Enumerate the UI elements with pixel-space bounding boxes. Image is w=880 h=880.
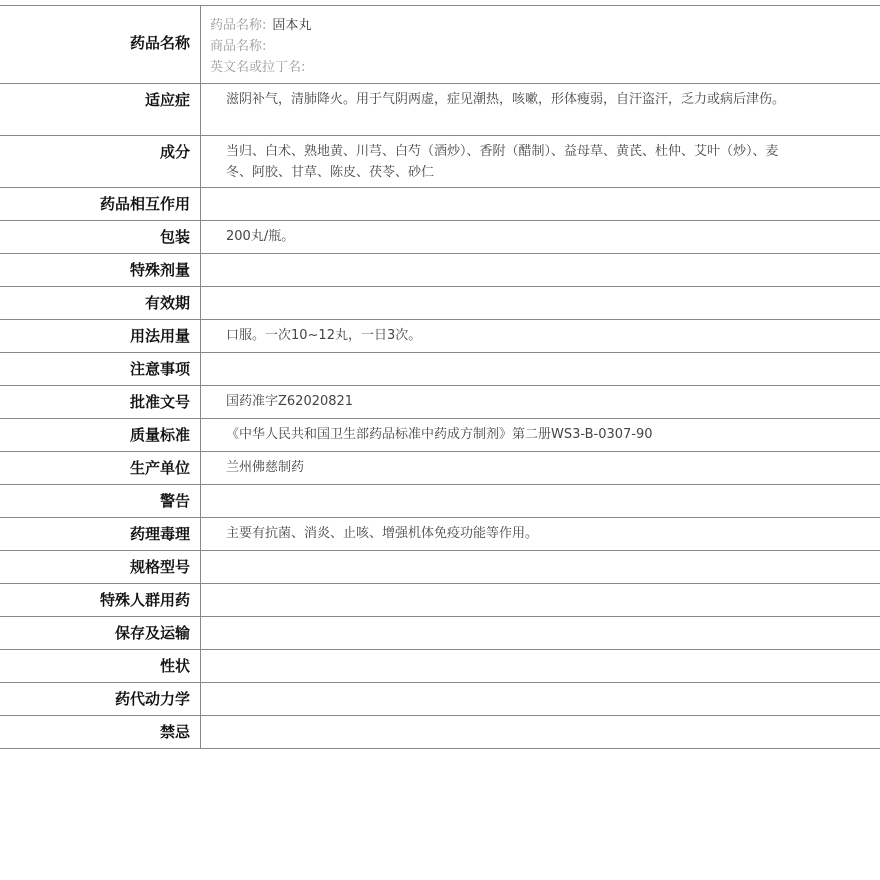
table-row-drug-name — [0, 6, 880, 84]
table-row-packaging — [0, 221, 880, 254]
row-value — [201, 617, 880, 626]
row-value-cell — [201, 6, 880, 84]
table-row-dosage — [0, 320, 880, 353]
row-value: 国药准字Z62020821 — [226, 394, 354, 409]
row-label: 药品相互作用 — [99, 195, 190, 213]
table-row-special-populations — [0, 584, 880, 617]
trade-name-key: 商品名称: — [210, 39, 267, 54]
row-label: 药代动力学 — [114, 690, 190, 708]
row-value — [201, 584, 880, 593]
row-label: 生产单位 — [129, 459, 190, 477]
row-label: 药品名称 — [129, 34, 190, 52]
generic-name-value: 固本丸 — [272, 18, 312, 33]
row-label-cell — [0, 6, 201, 84]
table-row-storage — [0, 617, 880, 650]
table-row-specification — [0, 551, 880, 584]
drug-info-table — [0, 5, 880, 749]
table-row-pharmacology — [0, 518, 880, 551]
row-label: 质量标准 — [129, 426, 190, 444]
table-row-indications — [0, 84, 880, 136]
table-row-validity — [0, 287, 880, 320]
table-row-manufacturer — [0, 452, 880, 485]
row-label: 特殊剂量 — [129, 261, 190, 279]
row-label: 规格型号 — [129, 558, 190, 576]
row-value: 滋阴补气，清肺降火。用于气阴两虚，症见潮热，咳嗽，形体瘦弱，自汗盗汗，乏力或病后津伤。 — [226, 92, 786, 107]
table-row-description — [0, 650, 880, 683]
row-value — [201, 650, 880, 659]
table-row-approval-number — [0, 386, 880, 419]
trade-name-line — [210, 36, 860, 57]
row-value — [201, 287, 880, 296]
row-label: 包装 — [159, 228, 190, 246]
table-row-special-dosage — [0, 254, 880, 287]
row-label: 成分 — [159, 143, 190, 161]
row-value — [201, 716, 880, 725]
row-label: 适应症 — [144, 91, 190, 109]
row-value: 主要有抗菌、消炎、止咳、增强机体免疫功能等作用。 — [226, 526, 539, 541]
row-label: 警告 — [159, 492, 190, 510]
row-value — [201, 551, 880, 560]
row-value — [201, 683, 880, 692]
row-label: 有效期 — [144, 294, 190, 312]
row-label: 注意事项 — [129, 360, 190, 378]
table-row-warning — [0, 485, 880, 518]
row-label: 保存及运输 — [114, 624, 190, 642]
table-row-precautions — [0, 353, 880, 386]
row-label: 批准文号 — [129, 393, 190, 411]
row-value — [201, 188, 880, 197]
english-name-line — [210, 57, 860, 78]
generic-name-key: 药品名称: — [210, 18, 267, 33]
row-label: 用法用量 — [129, 327, 190, 345]
row-value: 当归、白术、熟地黄、川芎、白芍（酒炒）、香附（醋制）、益母草、黄芪、杜仲、艾叶（炒）、麦冬、阿胶、甘草、陈皮、茯苓、砂仁 — [226, 144, 779, 180]
row-label: 性状 — [159, 657, 190, 675]
row-label: 禁忌 — [159, 723, 190, 741]
row-value: 口服。一次10~12丸，一日3次。 — [226, 328, 422, 343]
row-value — [201, 353, 880, 362]
table-row-ingredients — [0, 136, 880, 188]
english-name-key: 英文名或拉丁名: — [210, 60, 306, 75]
generic-name-line — [210, 15, 860, 36]
row-label: 药理毒理 — [129, 525, 190, 543]
row-value — [201, 254, 880, 263]
table-row-interactions — [0, 188, 880, 221]
table-row-quality-standard — [0, 419, 880, 452]
row-label: 特殊人群用药 — [99, 591, 190, 609]
table-row-pharmacokinetics — [0, 683, 880, 716]
row-value — [201, 485, 880, 494]
row-value: 200丸/瓶。 — [226, 229, 295, 244]
table-row-contraindications — [0, 716, 880, 749]
row-value: 兰州佛慈制药 — [226, 460, 305, 475]
row-value: 《中华人民共和国卫生部药品标准中药成方制剂》第二册WS3-B-0307-90 — [226, 427, 653, 442]
